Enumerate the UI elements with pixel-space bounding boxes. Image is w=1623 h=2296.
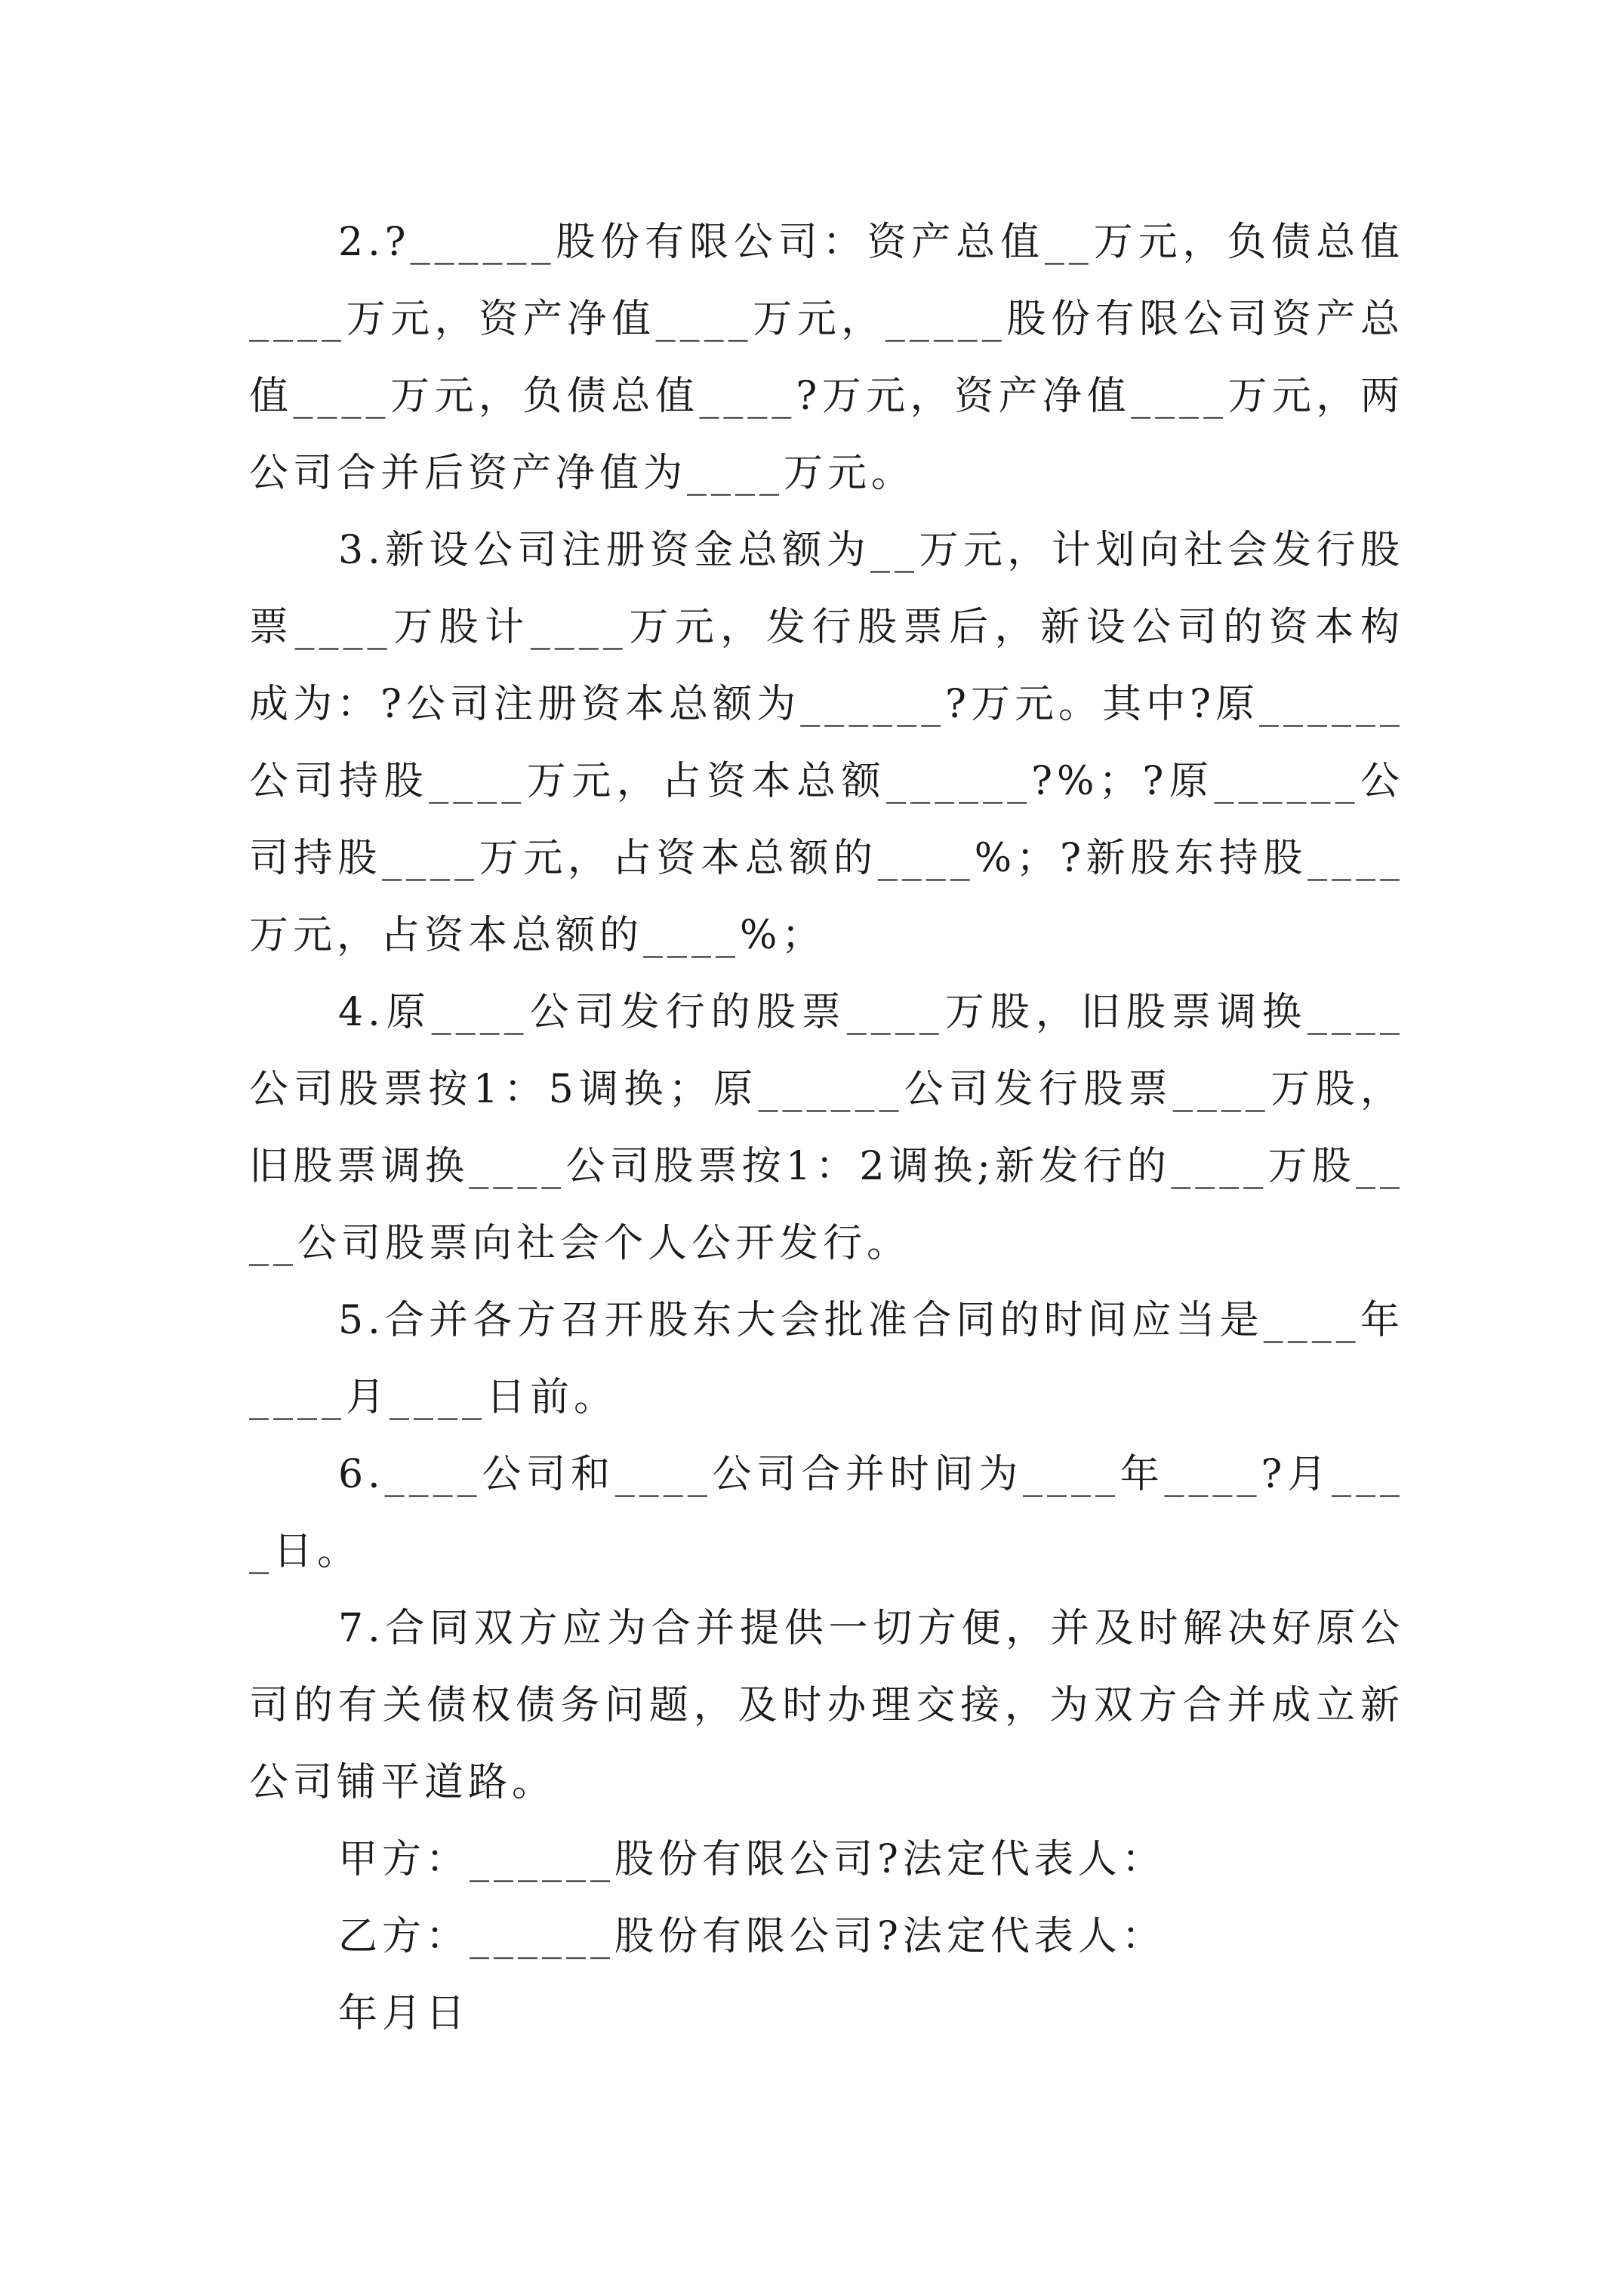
clause-2: 2.?______股份有限公司：资产总值__万元，负债总值____万元，资产净值____万元，_____股份有限公司资产总值____万元，负债总值____?万元，资产净值____万元，两公司合并后资产净值为____万元。 xyxy=(249,220,1404,496)
party-a-signature: 甲方：______股份有限公司?法定代表人： xyxy=(338,1837,1166,1882)
clause-5: 5.合并各方召开股东大会批准合同的时间应当是____年____月____日前。 xyxy=(249,1298,1404,1420)
clause-6: 6.____公司和____公司合并时间为____年____?月____日。 xyxy=(249,1452,1404,1574)
clause-4: 4.原____公司发行的股票____万股，旧股票调换____公司股票按1：5调换；原______公司发行股票____万股，旧股票调换____公司股票按1：2调换;新发行的____万股____公司股票向社会个人公开发行。 xyxy=(249,990,1404,1266)
party-b-signature: 乙方：______股份有限公司?法定代表人： xyxy=(338,1914,1166,1959)
clause-3: 3.新设公司注册资金总额为__万元，计划向社会发行股票____万股计____万元，发行股票后，新设公司的资本构成为：?公司注册资本总额为______?万元。其中?原______公司持股____万元，占资本总额______?%；?原______公司持股____万元，占资本总额的____%；?新股东持股____万元，占资本总额的____%； xyxy=(249,528,1404,958)
signature-date: 年月日 xyxy=(338,1991,470,2036)
clause-7: 7.合同双方应为合并提供一切方便，并及时解决好原公司的有关债权债务问题，及时办理交接，为双方合并成立新公司铺平道路。 xyxy=(249,1606,1404,1805)
document-body xyxy=(249,204,1404,2052)
